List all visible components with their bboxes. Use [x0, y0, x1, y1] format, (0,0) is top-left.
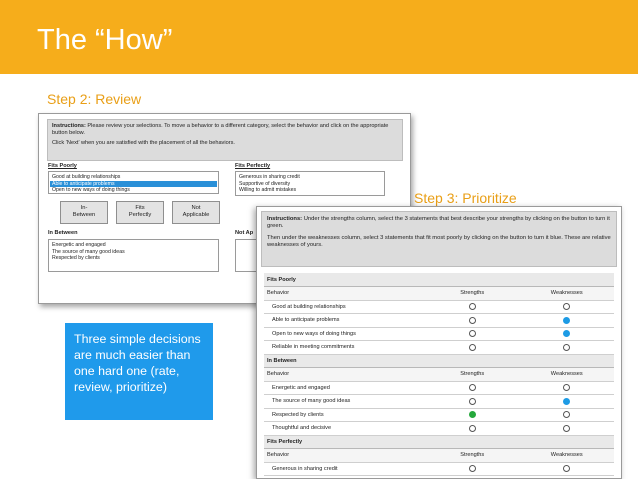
weakness-radio-cell	[520, 395, 615, 409]
category-name: In Between	[264, 354, 614, 368]
strength-radio[interactable]	[469, 398, 476, 405]
weaknesses-column-header: Weaknesses	[520, 287, 615, 301]
weakness-radio[interactable]	[563, 398, 570, 405]
fits-perfectly-heading: Fits Perfectly	[235, 163, 271, 169]
list-item[interactable]: Generous in sharing credit	[239, 174, 300, 180]
step3-label: Step 3: Prioritize	[414, 190, 517, 206]
in-between-heading: In Between	[48, 230, 78, 236]
prioritize-screenshot	[256, 206, 622, 479]
behavior-cell: Thoughtful and decisive	[264, 422, 425, 436]
behavior-column-header: Behavior	[264, 449, 425, 463]
category-row	[264, 435, 614, 449]
table-row	[264, 327, 614, 341]
category-name: Fits Poorly	[264, 273, 614, 287]
review-instructions-text-2: Click ‘Next’ when you are satisfied with the placement of all the behaviors.	[52, 140, 235, 146]
slide-title: The “How”	[37, 24, 173, 56]
prioritize-instructions-text-1: Under the strengths column, select the 3 statements that best describe your strengths by clicking on the button to turn it green.	[267, 216, 610, 230]
review-instructions-text-1: Please review your selections. To move a behavior to a different category, select the behavior and click on the appropriate button below.	[52, 123, 389, 136]
table-row	[264, 314, 614, 328]
list-item[interactable]: Supportive of diversity	[239, 180, 291, 187]
strength-radio-cell	[425, 462, 520, 476]
weakness-radio[interactable]	[563, 384, 570, 391]
in-between-listbox[interactable]	[48, 239, 219, 272]
strength-radio-cell	[425, 341, 520, 355]
in-between-button-label: In- Between	[72, 205, 96, 218]
strength-radio[interactable]	[469, 303, 476, 310]
behavior-cell: Generous in sharing credit	[264, 462, 425, 476]
strength-radio[interactable]	[469, 411, 476, 418]
fits-perfectly-button-label: Fits Perfectly	[128, 205, 152, 218]
strength-radio[interactable]	[469, 330, 476, 337]
column-header-row	[264, 449, 614, 463]
weakness-radio-cell	[520, 300, 615, 314]
weakness-radio-cell	[520, 341, 615, 355]
weakness-radio-cell	[520, 422, 615, 436]
strength-radio[interactable]	[469, 465, 476, 472]
behavior-column-header: Behavior	[264, 287, 425, 301]
callout-box: Three simple decisions are much easier than one hard one (rate, review, prioritize)	[65, 323, 213, 420]
weakness-radio-cell	[520, 381, 615, 395]
strength-radio-cell	[425, 422, 520, 436]
prioritize-instructions-label: Instructions:	[267, 216, 303, 222]
strengths-column-header: Strengths	[425, 449, 520, 463]
review-instructions-label: Instructions:	[52, 123, 86, 129]
weakness-radio-cell	[520, 314, 615, 328]
strengths-column-header: Strengths	[425, 287, 520, 301]
weakness-radio-cell	[520, 462, 615, 476]
review-instructions	[47, 119, 403, 161]
list-item[interactable]: Good at building relationships	[52, 174, 121, 180]
strength-radio[interactable]	[469, 425, 476, 432]
strength-radio-cell	[425, 300, 520, 314]
not-applicable-button[interactable]	[172, 201, 220, 224]
weakness-radio[interactable]	[563, 411, 570, 418]
step2-label: Step 2: Review	[47, 91, 142, 107]
category-name: Fits Perfectly	[264, 435, 614, 449]
weaknesses-column-header: Weaknesses	[520, 368, 615, 382]
weakness-radio[interactable]	[563, 425, 570, 432]
weakness-radio[interactable]	[563, 317, 570, 324]
category-row	[264, 273, 614, 287]
weaknesses-column-header: Weaknesses	[520, 449, 615, 463]
fits-poorly-listbox[interactable]	[48, 171, 219, 194]
prioritize-instructions-text-2: Then under the weaknesses column, select 3 statements that fit most poorly by clicking on the button to turn it blue. These are relative weaknesses of yours.	[267, 234, 611, 249]
weakness-radio-cell	[520, 327, 615, 341]
weakness-radio[interactable]	[563, 303, 570, 310]
fits-perfectly-button[interactable]	[116, 201, 164, 224]
table-row	[264, 395, 614, 409]
behavior-cell: Able to anticipate problems	[264, 314, 425, 328]
table-row	[264, 408, 614, 422]
strength-radio[interactable]	[469, 344, 476, 351]
behavior-cell: Good at building relationships	[264, 300, 425, 314]
strengths-column-header: Strengths	[425, 368, 520, 382]
strength-radio-cell	[425, 408, 520, 422]
weakness-radio[interactable]	[563, 465, 570, 472]
strength-radio[interactable]	[469, 384, 476, 391]
table-row	[264, 341, 614, 355]
behavior-cell: Reliable in meeting commitments	[264, 341, 425, 355]
behavior-column-header: Behavior	[264, 368, 425, 382]
category-row	[264, 354, 614, 368]
list-item-selected[interactable]: Able to anticipate problems	[50, 181, 217, 188]
behavior-cell: Energetic and engaged	[264, 381, 425, 395]
strength-radio-cell	[425, 314, 520, 328]
weakness-radio[interactable]	[563, 344, 570, 351]
list-item[interactable]: Willing to admit mistakes	[239, 187, 297, 193]
behavior-cell: The source of many good ideas	[264, 395, 425, 409]
list-item[interactable]: Energetic and engaged	[52, 242, 106, 248]
not-applicable-button-label: Not Applicable	[182, 205, 210, 218]
not-applicable-heading: Not Ap	[235, 230, 254, 236]
fits-poorly-heading: Fits Poorly	[48, 163, 77, 169]
in-between-button[interactable]	[60, 201, 108, 224]
table-row	[264, 462, 614, 476]
fits-perfectly-listbox[interactable]	[235, 171, 385, 196]
column-header-row	[264, 287, 614, 301]
behavior-cell: Respected by clients	[264, 408, 425, 422]
list-item[interactable]: The source of many good ideas	[52, 248, 125, 255]
table-row	[264, 381, 614, 395]
strength-radio-cell	[425, 395, 520, 409]
strength-radio-cell	[425, 327, 520, 341]
strength-radio[interactable]	[469, 317, 476, 324]
table-row	[264, 300, 614, 314]
title-bar	[0, 0, 638, 74]
strength-radio-cell	[425, 381, 520, 395]
table-row	[264, 422, 614, 436]
weakness-radio[interactable]	[563, 330, 570, 337]
column-header-row	[264, 368, 614, 382]
prioritize-instructions	[261, 211, 617, 267]
list-item[interactable]: Respected by clients	[52, 255, 100, 261]
weakness-radio-cell	[520, 408, 615, 422]
list-item[interactable]: Open to new ways of doing things	[52, 187, 130, 193]
behavior-cell: Open to new ways of doing things	[264, 327, 425, 341]
prioritize-table	[264, 273, 614, 476]
